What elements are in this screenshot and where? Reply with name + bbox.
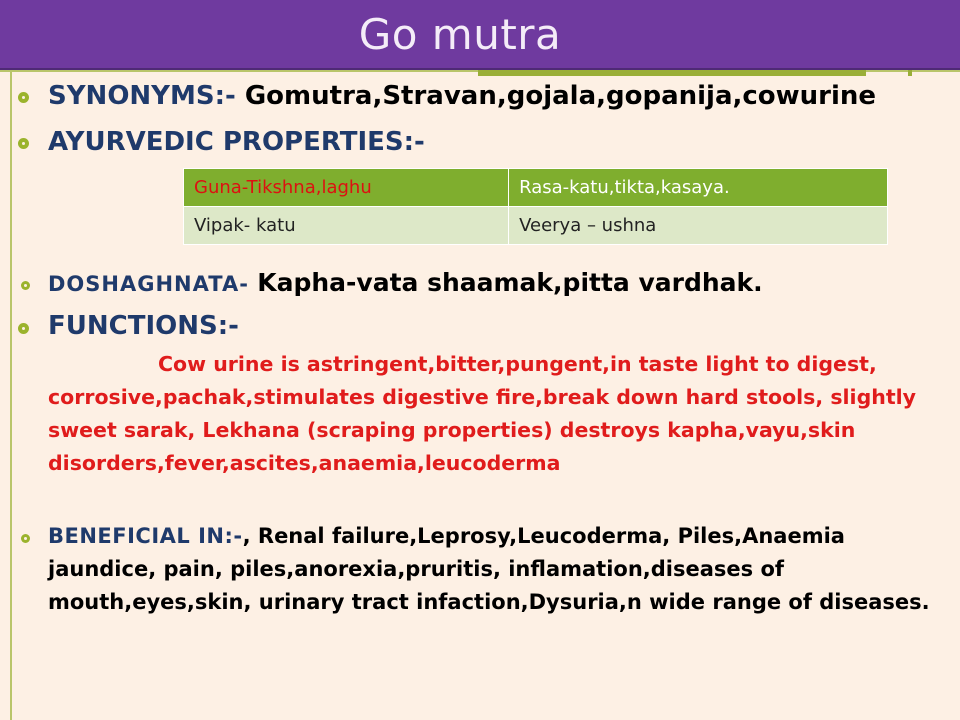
doshaghnata-label: DOSHAGHNATA- <box>48 272 258 296</box>
synonyms-label: SYNONYMS:- <box>48 81 245 111</box>
doshaghnata-line <box>48 268 763 297</box>
properties-table <box>183 168 888 245</box>
table-cell: Rasa-katu,tikta,kasaya. <box>509 169 888 207</box>
table-cell: Vipak- katu <box>184 207 509 245</box>
bullet-icon <box>19 279 32 292</box>
left-margin-rule <box>10 72 12 720</box>
header-accent-tick <box>908 70 912 76</box>
table-cell: Veerya – ushna <box>509 207 888 245</box>
doshaghnata-text: Kapha-vata shaamak,pitta vardhak. <box>257 268 763 297</box>
bullet-icon <box>17 137 30 150</box>
bullet-icon <box>19 532 32 545</box>
table-cell: Guna-Tikshna,laghu <box>184 169 509 207</box>
beneficial-block <box>48 520 943 619</box>
ayurvedic-properties-heading: AYURVEDIC PROPERTIES:- <box>48 127 425 157</box>
slide-title-bar <box>0 0 960 71</box>
bullet-icon <box>17 91 30 104</box>
slide-title: Go mutra <box>358 9 562 59</box>
beneficial-text: , Renal failure,Leprosy,Leucoderma, Piles,Anaemia jaundice, pain, piles,anorexia,pruritis, inflamation,diseases of mouth,eyes,skin, urinary tract infaction,Dysuria,n wide range of diseases. <box>48 524 930 614</box>
table-row <box>184 207 888 245</box>
functions-text: Cow urine is astringent,bitter,pungent,in taste light to digest, corrosive,pachak,stimulates digestive fire,break down hard stools, slightly sweet sarak, Lekhana (scraping properties) destroys kapha,vayu,skin disorders,fever,ascites,anaemia,leucoderma <box>48 352 917 475</box>
beneficial-label: BENEFICIAL IN:- <box>48 524 243 548</box>
bullet-icon <box>17 322 30 335</box>
synonyms-text: Gomutra,Stravan,gojala,gopanija,cowurine <box>244 81 877 111</box>
functions-text-block <box>48 348 938 480</box>
header-accent-bar <box>478 70 866 76</box>
synonyms-line <box>48 81 876 111</box>
table-row <box>184 169 888 207</box>
functions-heading: FUNCTIONS:- <box>48 311 239 341</box>
